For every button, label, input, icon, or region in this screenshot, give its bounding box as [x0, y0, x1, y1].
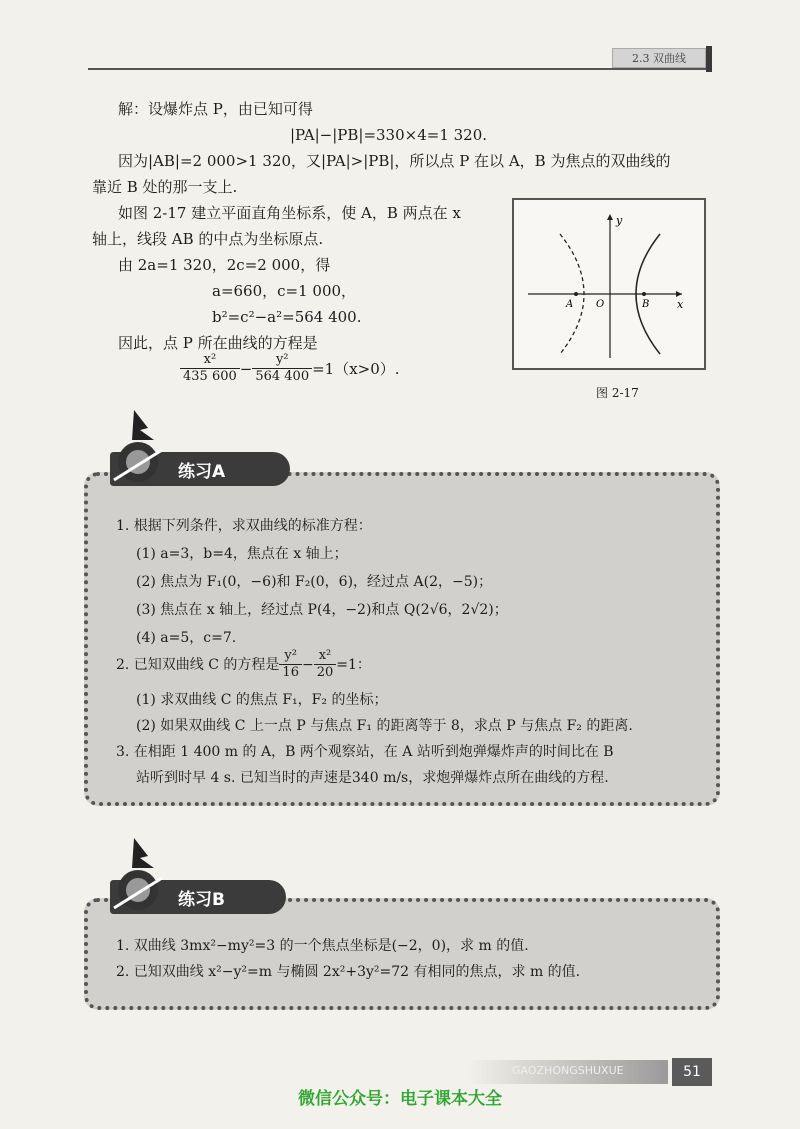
solution-line-6: 轴上，线段 AB 的中点为坐标原点. [92, 230, 324, 248]
exercise-a-q2-1: (1) 求双曲线 C 的焦点 F₁，F₂ 的坐标； [136, 692, 388, 708]
footer-brand: GAOZHONGSHUXUE [512, 1064, 624, 1077]
origin-label: O [596, 299, 605, 310]
q2-fraction-1 [279, 648, 302, 681]
q2-suffix: =1： [336, 656, 371, 673]
exercise-mascot-icon [104, 410, 174, 490]
q2-minus: − [301, 656, 314, 673]
b-label: B [642, 299, 650, 310]
equation-denominator-2: 564 400 [255, 369, 310, 384]
hyperbola-diagram [514, 200, 704, 368]
exercise-b-q1: 1. 双曲线 3mx²−my²=3 的一个焦点坐标是(−2，0)，求 m 的值. [116, 938, 529, 954]
exercise-a-q1-4: (4) a=5，c=7. [136, 630, 237, 646]
q2-numerator-2: x² [314, 648, 337, 665]
section-header: 2.3 双曲线 [612, 48, 706, 68]
equation-fraction-2 [252, 352, 312, 385]
solution-line-2: |PA|−|PB|=330×4=1 320. [290, 126, 488, 144]
q2-denominator-2: 20 [316, 665, 334, 680]
hyperbola-equation [180, 352, 400, 385]
q2-prefix: 2. 已知双曲线 C 的方程是 [116, 656, 280, 673]
exercise-a-q2 [116, 648, 371, 681]
q2-fraction-2 [314, 648, 337, 681]
header-rule [88, 68, 706, 70]
exercise-b-title: 练习B [110, 880, 286, 914]
solution-line-10: 因此，点 P 所在曲线的方程是 [118, 334, 318, 352]
header-bar [706, 46, 712, 72]
q2-numerator-1: y² [279, 648, 302, 665]
exercise-b-q2: 2. 已知双曲线 x²−y²=m 与椭圆 2x²+3y²=72 有相同的焦点，求 m 的值. [116, 964, 581, 980]
solution-line-3: 因为|AB|=2 000>1 320，又|PA|>|PB|，所以点 P 在以 A，B 为焦点的双曲线的 [118, 152, 671, 170]
exercise-a-q1-3: (3) 焦点在 x 轴上，经过点 P(4，−2)和点 Q(2√6，2√2)； [136, 602, 508, 618]
equation-numerator-2: y² [252, 352, 312, 369]
equation-minus: − [239, 359, 253, 378]
x-label: x [677, 298, 684, 311]
figure-caption: 图 2-17 [596, 386, 639, 400]
exercise-a-q2-2: (2) 如果双曲线 C 上一点 P 与焦点 F₁ 的距离等于 8，求点 P 与焦点 F₂ 的距离. [136, 718, 633, 734]
exercise-a-q1-2: (2) 焦点为 F₁(0，−6)和 F₂(0，6)，经过点 A(2，−5)； [136, 574, 493, 590]
solution-line-4: 靠近 B 处的那一支上. [92, 178, 238, 196]
exercise-a-q1: 1. 根据下列条件，求双曲线的标准方程： [116, 518, 372, 534]
solution-line-8: a=660，c=1 000， [212, 282, 357, 300]
watermark: 微信公众号：电子课本大全 [298, 1089, 502, 1109]
solution-line-5: 如图 2-17 建立平面直角坐标系，使 A，B 两点在 x [118, 204, 461, 222]
solution-line-7: 由 2a=1 320，2c=2 000，得 [118, 256, 331, 274]
equation-numerator-1: x² [180, 352, 240, 369]
y-label: y [616, 214, 623, 227]
solution-line-1: 解：设爆炸点 P，由已知可得 [118, 100, 313, 118]
equation-tail: =1（x>0）. [312, 359, 400, 378]
point-a [574, 292, 578, 296]
exercise-a-q3-line-2: 站听到时早 4 s. 已知当时的声速是340 m/s，求炮弹爆炸点所在曲线的方程. [136, 770, 609, 786]
a-label: A [566, 299, 574, 310]
solution-line-9: b²=c²−a²=564 400. [212, 308, 362, 326]
equation-fraction-1 [180, 352, 240, 385]
figure-2-17 [512, 198, 706, 370]
y-axis-arrow [607, 214, 613, 220]
exercise-mascot-icon [104, 838, 174, 918]
exercise-a-q1-1: (1) a=3，b=4，焦点在 x 轴上； [136, 546, 348, 562]
page-number: 51 [672, 1058, 712, 1086]
equation-denominator-1: 435 600 [183, 369, 237, 384]
exercise-a-q3-line-1: 3. 在相距 1 400 m 的 A，B 两个观察站，在 A 站听到炮弹爆炸声的时间比在 B [116, 744, 614, 760]
x-axis-arrow [676, 291, 682, 297]
exercise-a-title: 练习A [110, 452, 290, 486]
point-b [642, 292, 646, 296]
q2-denominator-1: 16 [282, 665, 299, 680]
